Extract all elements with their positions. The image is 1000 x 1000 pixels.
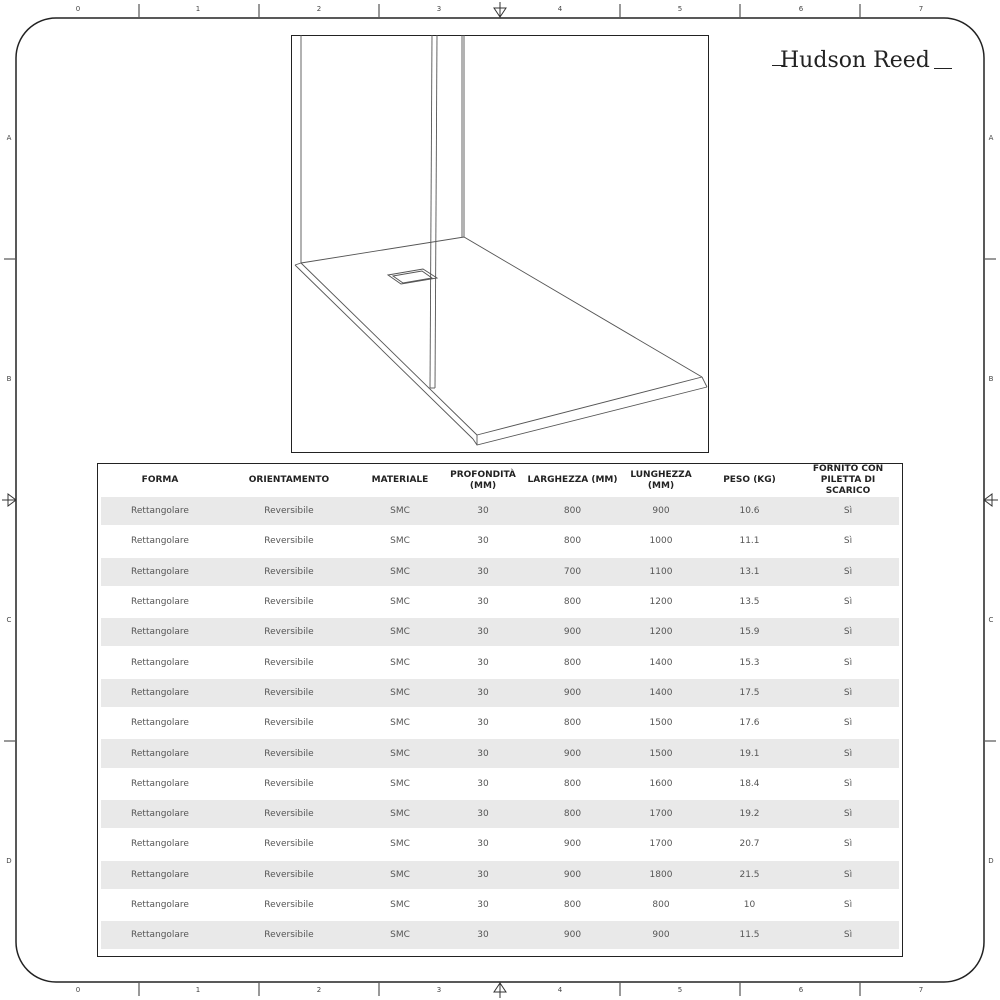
ruler-col-label: 1 bbox=[195, 5, 201, 13]
table-row bbox=[101, 861, 899, 891]
table-cell-larghezza: 800 bbox=[525, 648, 620, 678]
table-cell-lunghezza: 1100 bbox=[620, 558, 702, 588]
table-cell-lunghezza: 1400 bbox=[620, 679, 702, 709]
table-cell-peso: 19.1 bbox=[702, 739, 797, 769]
table-cell-peso: 11.5 bbox=[702, 921, 797, 951]
table-cell-larghezza: 900 bbox=[525, 830, 620, 860]
ruler-col-label: 6 bbox=[798, 5, 804, 13]
table-row bbox=[101, 800, 899, 830]
ruler-row-label: D bbox=[6, 857, 12, 865]
table-cell-forma: Rettangolare bbox=[101, 830, 219, 860]
table-cell-peso: 15.9 bbox=[702, 618, 797, 648]
ruler-col-label: 6 bbox=[798, 986, 804, 994]
table-cell-orientamento: Reversibile bbox=[219, 770, 359, 800]
table-cell-materiale: SMC bbox=[359, 497, 441, 527]
ruler-row-label: C bbox=[988, 616, 994, 624]
table-cell-orientamento: Reversibile bbox=[219, 709, 359, 739]
table-cell-profondita: 30 bbox=[441, 800, 525, 830]
table-cell-forma: Rettangolare bbox=[101, 679, 219, 709]
table-cell-larghezza: 900 bbox=[525, 679, 620, 709]
table-cell-larghezza: 900 bbox=[525, 739, 620, 769]
table-cell-materiale: SMC bbox=[359, 830, 441, 860]
table-cell-peso: 17.5 bbox=[702, 679, 797, 709]
table-cell-orientamento: Reversibile bbox=[219, 588, 359, 618]
table-cell-peso: 18.4 bbox=[702, 770, 797, 800]
table-cell-profondita: 30 bbox=[441, 891, 525, 921]
table-cell-materiale: SMC bbox=[359, 588, 441, 618]
table-cell-piletta: Sì bbox=[797, 679, 899, 709]
table-cell-materiale: SMC bbox=[359, 770, 441, 800]
table-cell-piletta: Sì bbox=[797, 588, 899, 618]
table-cell-orientamento: Reversibile bbox=[219, 679, 359, 709]
table-cell-larghezza: 900 bbox=[525, 861, 620, 891]
table-cell-profondita: 30 bbox=[441, 861, 525, 891]
logo-underline-right bbox=[934, 68, 952, 69]
table-cell-orientamento: Reversibile bbox=[219, 921, 359, 951]
table-row bbox=[101, 648, 899, 678]
table-cell-lunghezza: 800 bbox=[620, 891, 702, 921]
table-cell-peso: 10 bbox=[702, 891, 797, 921]
table-cell-orientamento: Reversibile bbox=[219, 558, 359, 588]
table-cell-materiale: SMC bbox=[359, 861, 441, 891]
ruler-row-label: A bbox=[6, 134, 12, 142]
table-cell-materiale: SMC bbox=[359, 800, 441, 830]
ruler-col-label: 3 bbox=[436, 986, 442, 994]
ruler-col-label: 2 bbox=[316, 986, 322, 994]
table-cell-orientamento: Reversibile bbox=[219, 861, 359, 891]
table-cell-peso: 10.6 bbox=[702, 497, 797, 527]
table-cell-lunghezza: 1600 bbox=[620, 770, 702, 800]
table-row bbox=[101, 558, 899, 588]
table-cell-forma: Rettangolare bbox=[101, 770, 219, 800]
table-cell-larghezza: 800 bbox=[525, 891, 620, 921]
table-cell-profondita: 30 bbox=[441, 830, 525, 860]
table-cell-orientamento: Reversibile bbox=[219, 800, 359, 830]
table-cell-orientamento: Reversibile bbox=[219, 618, 359, 648]
table-cell-lunghezza: 1500 bbox=[620, 709, 702, 739]
table-cell-lunghezza: 1200 bbox=[620, 588, 702, 618]
column-header-profondita: PROFONDITÀ (MM) bbox=[450, 469, 516, 491]
ruler-row-label: D bbox=[988, 857, 994, 865]
table-cell-piletta: Sì bbox=[797, 739, 899, 769]
ruler-row-label: C bbox=[6, 616, 12, 624]
table-row bbox=[101, 770, 899, 800]
table-row bbox=[101, 921, 899, 951]
table-cell-forma: Rettangolare bbox=[101, 527, 219, 557]
table-cell-materiale: SMC bbox=[359, 648, 441, 678]
table-cell-profondita: 30 bbox=[441, 648, 525, 678]
ruler-col-label: 3 bbox=[436, 5, 442, 13]
table-row bbox=[101, 739, 899, 769]
table-row bbox=[101, 497, 899, 527]
ruler-row-label: B bbox=[6, 375, 12, 383]
table-cell-forma: Rettangolare bbox=[101, 558, 219, 588]
table-cell-orientamento: Reversibile bbox=[219, 891, 359, 921]
table-cell-larghezza: 800 bbox=[525, 497, 620, 527]
table-cell-peso: 17.6 bbox=[702, 709, 797, 739]
column-header-materiale: MATERIALE bbox=[371, 475, 429, 485]
table-row bbox=[101, 891, 899, 921]
table-cell-profondita: 30 bbox=[441, 739, 525, 769]
ruler-col-label: 5 bbox=[677, 986, 683, 994]
table-cell-profondita: 30 bbox=[441, 558, 525, 588]
table-cell-orientamento: Reversibile bbox=[219, 497, 359, 527]
column-header-larghezza: LARGHEZZA (MM) bbox=[527, 475, 618, 485]
ruler-row-label: A bbox=[988, 134, 994, 142]
table-cell-lunghezza: 1400 bbox=[620, 648, 702, 678]
table-cell-larghezza: 800 bbox=[525, 709, 620, 739]
table-cell-profondita: 30 bbox=[441, 497, 525, 527]
table-cell-peso: 13.5 bbox=[702, 588, 797, 618]
table-cell-orientamento: Reversibile bbox=[219, 830, 359, 860]
table-cell-piletta: Sì bbox=[797, 558, 899, 588]
table-cell-orientamento: Reversibile bbox=[219, 739, 359, 769]
table-row bbox=[101, 830, 899, 860]
table-cell-forma: Rettangolare bbox=[101, 497, 219, 527]
table-header-row bbox=[101, 464, 899, 497]
table-cell-materiale: SMC bbox=[359, 891, 441, 921]
table-cell-larghezza: 900 bbox=[525, 618, 620, 648]
table-cell-piletta: Sì bbox=[797, 891, 899, 921]
table-cell-profondita: 30 bbox=[441, 618, 525, 648]
table-cell-peso: 20.7 bbox=[702, 830, 797, 860]
table-cell-peso: 21.5 bbox=[702, 861, 797, 891]
table-row bbox=[101, 527, 899, 557]
column-header-orientamento: ORIENTAMENTO bbox=[248, 475, 330, 485]
ruler-row-label: B bbox=[988, 375, 994, 383]
table-cell-forma: Rettangolare bbox=[101, 588, 219, 618]
table-cell-profondita: 30 bbox=[441, 709, 525, 739]
table-cell-larghezza: 700 bbox=[525, 558, 620, 588]
table-cell-larghezza: 800 bbox=[525, 770, 620, 800]
ruler-col-label: 7 bbox=[918, 5, 924, 13]
table-cell-orientamento: Reversibile bbox=[219, 648, 359, 678]
ruler-col-label: 4 bbox=[557, 986, 563, 994]
shower-tray-drawing bbox=[291, 35, 709, 453]
table-cell-peso: 19.2 bbox=[702, 800, 797, 830]
table-row bbox=[101, 618, 899, 648]
table-cell-forma: Rettangolare bbox=[101, 739, 219, 769]
table-cell-materiale: SMC bbox=[359, 921, 441, 951]
table-cell-forma: Rettangolare bbox=[101, 648, 219, 678]
spec-table bbox=[97, 463, 903, 957]
ruler-col-label: 0 bbox=[75, 5, 81, 13]
table-cell-forma: Rettangolare bbox=[101, 709, 219, 739]
table-cell-piletta: Sì bbox=[797, 648, 899, 678]
table-cell-peso: 15.3 bbox=[702, 648, 797, 678]
table-cell-forma: Rettangolare bbox=[101, 800, 219, 830]
table-cell-piletta: Sì bbox=[797, 527, 899, 557]
ruler-col-label: 5 bbox=[677, 5, 683, 13]
column-header-piletta: FORNITO CON PILETTA DI SCARICO bbox=[812, 464, 884, 496]
table-cell-lunghezza: 1800 bbox=[620, 861, 702, 891]
table-cell-larghezza: 800 bbox=[525, 527, 620, 557]
table-cell-materiale: SMC bbox=[359, 527, 441, 557]
table-cell-forma: Rettangolare bbox=[101, 921, 219, 951]
table-cell-larghezza: 800 bbox=[525, 588, 620, 618]
table-cell-piletta: Sì bbox=[797, 921, 899, 951]
table-cell-materiale: SMC bbox=[359, 679, 441, 709]
table-cell-materiale: SMC bbox=[359, 558, 441, 588]
table-cell-lunghezza: 900 bbox=[620, 497, 702, 527]
table-cell-lunghezza: 900 bbox=[620, 921, 702, 951]
table-cell-profondita: 30 bbox=[441, 679, 525, 709]
table-cell-lunghezza: 1000 bbox=[620, 527, 702, 557]
table-row bbox=[101, 588, 899, 618]
ruler-col-label: 2 bbox=[316, 5, 322, 13]
table-cell-piletta: Sì bbox=[797, 861, 899, 891]
table-row bbox=[101, 679, 899, 709]
column-header-peso: PESO (KG) bbox=[723, 475, 776, 485]
table-cell-lunghezza: 1700 bbox=[620, 800, 702, 830]
ruler-col-label: 7 bbox=[918, 986, 924, 994]
table-cell-piletta: Sì bbox=[797, 618, 899, 648]
table-cell-piletta: Sì bbox=[797, 800, 899, 830]
table-cell-materiale: SMC bbox=[359, 618, 441, 648]
ruler-col-label: 1 bbox=[195, 986, 201, 994]
table-cell-larghezza: 800 bbox=[525, 800, 620, 830]
table-row bbox=[101, 709, 899, 739]
table-cell-piletta: Sì bbox=[797, 830, 899, 860]
table-cell-peso: 13.1 bbox=[702, 558, 797, 588]
table-cell-peso: 11.1 bbox=[702, 527, 797, 557]
table-cell-orientamento: Reversibile bbox=[219, 527, 359, 557]
table-cell-materiale: SMC bbox=[359, 709, 441, 739]
table-cell-piletta: Sì bbox=[797, 709, 899, 739]
table-cell-forma: Rettangolare bbox=[101, 618, 219, 648]
column-header-forma: FORMA bbox=[141, 475, 179, 485]
table-cell-materiale: SMC bbox=[359, 739, 441, 769]
column-header-lunghezza: LUNGHEZZA (MM) bbox=[630, 469, 692, 491]
table-cell-larghezza: 900 bbox=[525, 921, 620, 951]
spec-table-grid bbox=[101, 464, 899, 951]
table-cell-forma: Rettangolare bbox=[101, 861, 219, 891]
brand-logo bbox=[772, 48, 952, 80]
table-cell-piletta: Sì bbox=[797, 770, 899, 800]
table-cell-profondita: 30 bbox=[441, 921, 525, 951]
table-cell-lunghezza: 1700 bbox=[620, 830, 702, 860]
table-cell-lunghezza: 1500 bbox=[620, 739, 702, 769]
table-cell-lunghezza: 1200 bbox=[620, 618, 702, 648]
table-cell-piletta: Sì bbox=[797, 497, 899, 527]
table-cell-profondita: 30 bbox=[441, 527, 525, 557]
ruler-col-label: 4 bbox=[557, 5, 563, 13]
table-cell-profondita: 30 bbox=[441, 770, 525, 800]
brand-name: Hudson Reed bbox=[780, 48, 930, 73]
table-cell-profondita: 30 bbox=[441, 588, 525, 618]
ruler-col-label: 0 bbox=[75, 986, 81, 994]
table-cell-forma: Rettangolare bbox=[101, 891, 219, 921]
